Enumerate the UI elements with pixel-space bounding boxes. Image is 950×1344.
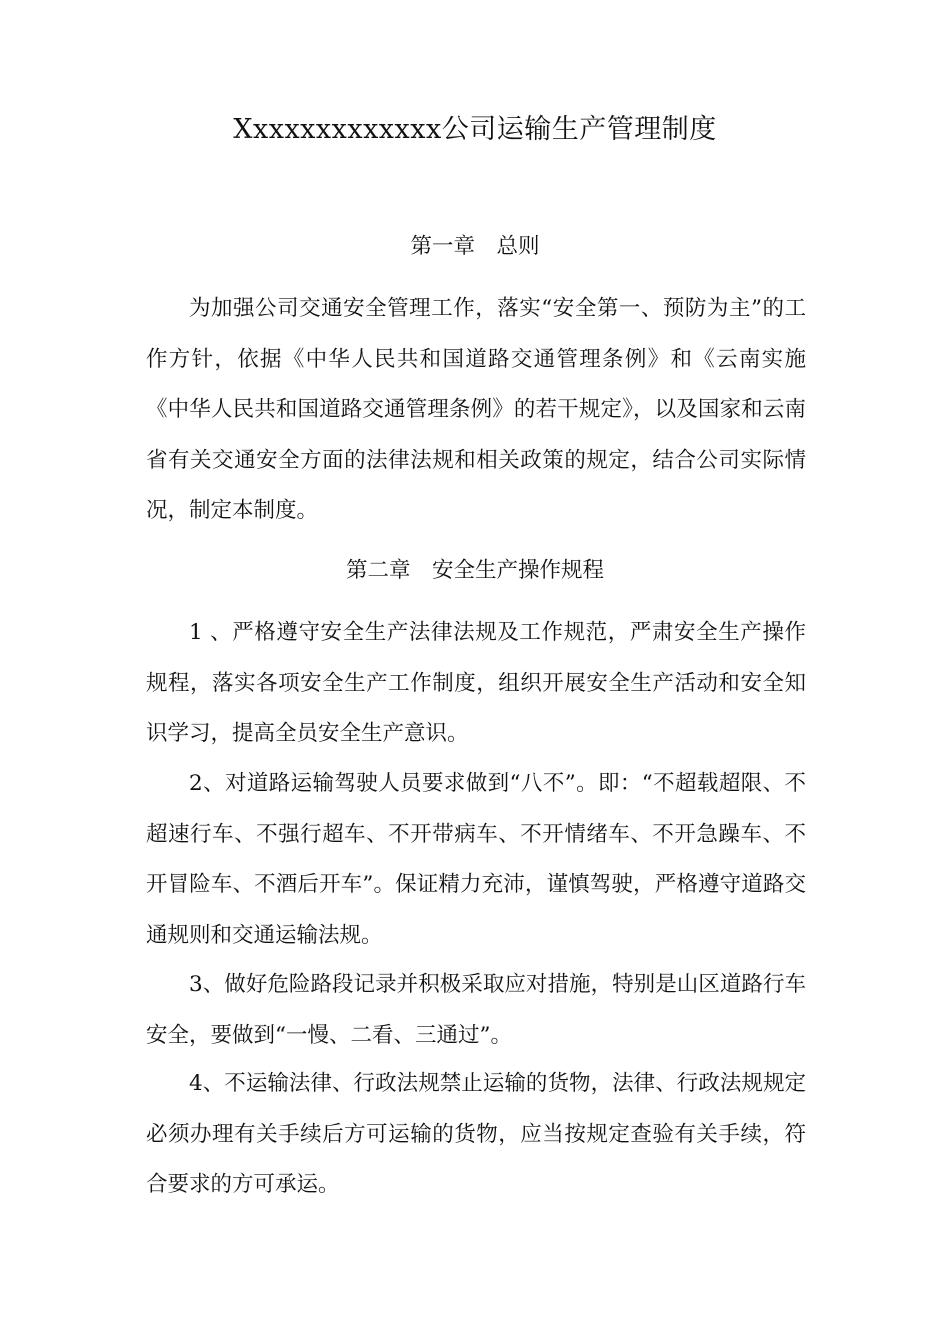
clause-2: 2、对道路运输驾驶人员要求做到“八不”。即：“不超载超限、不超速行车、不强行超车、不开带病车、不开情绪车、不开急躁车、不开冒险车、不酒后开车”。保证精力充沛，谨慎驾驶，严格遵守道路交通规则和交通运输法规。	[146, 771, 806, 948]
chapter-1-paragraph: 为加强公司交通安全管理工作，落实“安全第一、预防为主”的工作方针，依据《中华人民共和国道路交通管理条例》和《云南实施《中华人民共和国道路交通管理条例》的若干规定》，以及国家和云南省有关交通安全方面的法律法规和相关政策的规定，结合公司实际情况，制定本制度。	[146, 296, 806, 523]
document-title: Xxxxxxxxxxxxx公司运输生产管理制度	[233, 114, 717, 145]
clause-4: 4、不运输法律、行政法规禁止运输的货物，法律、行政法规规定必须办理有关手续后方可运输的货物，应当按规定查验有关手续，符合要求的方可承运。	[146, 1071, 806, 1197]
clause-1: 1 、严格遵守安全生产法律法规及工作规范，严肃安全生产操作规程，落实各项安全生产工作制度，组织开展安全生产活动和安全知识学习，提高全员安全生产意识。	[146, 620, 806, 746]
clause-3: 3、做好危险路段记录并积极采取应对措施，特别是山区道路行车安全，要做到“一慢、二看、三通过”。	[146, 972, 806, 1048]
chapter-2-heading: 第二章 安全生产操作规程	[345, 558, 604, 583]
chapter-1-heading: 第一章 总则	[410, 234, 540, 259]
